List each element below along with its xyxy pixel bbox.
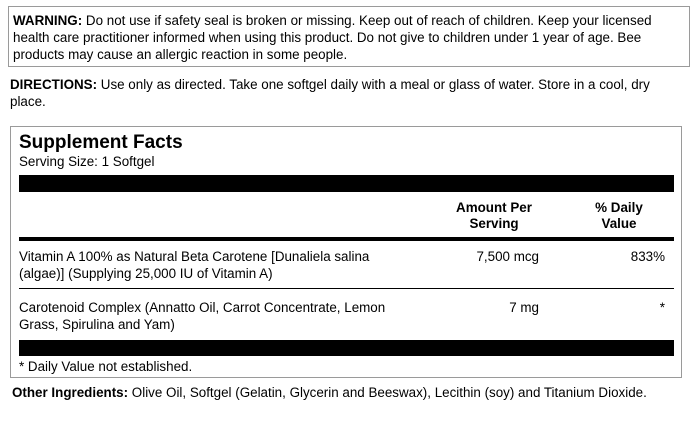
- header-dv-line1: % Daily: [595, 200, 643, 215]
- other-ingredients-label: Other Ingredients:: [12, 385, 129, 400]
- directions-text-block: [10, 76, 682, 110]
- warning-box: [8, 6, 690, 67]
- nutrient-name-line: Vitamin A 100% as Natural Beta Carotene [Dunaliela salina: [19, 249, 370, 264]
- directions-label: DIRECTIONS:: [10, 77, 98, 92]
- nutrient-row-carotenoid-daily-value: *: [659, 300, 665, 315]
- nutrient-name-line: Grass, Spirulina and Yam): [19, 317, 175, 332]
- medium-divider: [19, 237, 674, 241]
- nutrient-row-vitamin-a-amount: 7,500 mcg: [476, 249, 539, 264]
- warning-label: WARNING:: [13, 13, 83, 28]
- nutrient-name-line: (algae)] (Supplying 25,000 IU of Vitamin A): [19, 266, 273, 281]
- header-dv-line2: Value: [601, 216, 637, 231]
- nutrient-row-carotenoid-amount: 7 mg: [509, 300, 539, 315]
- other-ingredients-text: Olive Oil, Softgel (Gelatin, Glycerin and Beeswax), Lecithin (soy) and Titanium Dioxide.: [128, 385, 647, 400]
- nutrient-row-carotenoid-name: [19, 299, 439, 333]
- row-divider: [19, 288, 674, 289]
- nutrient-row-vitamin-a-daily-value: 833%: [630, 249, 665, 264]
- nutrient-name-line: Carotenoid Complex (Annatto Oil, Carrot Concentrate, Lemon: [19, 300, 386, 315]
- daily-value-footnote: * Daily Value not established.: [19, 359, 193, 374]
- supplement-facts-title: Supplement Facts: [19, 132, 183, 153]
- serving-size: Serving Size: 1 Softgel: [19, 154, 155, 169]
- directions-text: Use only as directed. Take one softgel daily with a meal or glass of water. Store in a cool, dry place.: [10, 77, 650, 109]
- thick-divider-bottom: [19, 340, 674, 356]
- header-daily-value: [577, 200, 661, 232]
- header-amount-line1: Amount Per: [456, 200, 532, 215]
- header-amount-line2: Serving: [469, 216, 519, 231]
- supplement-facts-panel: [10, 126, 682, 378]
- thick-divider: [19, 175, 674, 192]
- warning-text: Do not use if safety seal is broken or missing. Keep out of reach of children. Keep your licensed health care practitioner informed when using this product. Do not give to children under 1 year of age. Bee products may cause an allergic reaction in some people.: [13, 13, 652, 62]
- nutrient-row-vitamin-a-name: [19, 248, 439, 282]
- other-ingredients-text-block: [12, 384, 684, 401]
- header-amount-per-serving: [444, 200, 544, 232]
